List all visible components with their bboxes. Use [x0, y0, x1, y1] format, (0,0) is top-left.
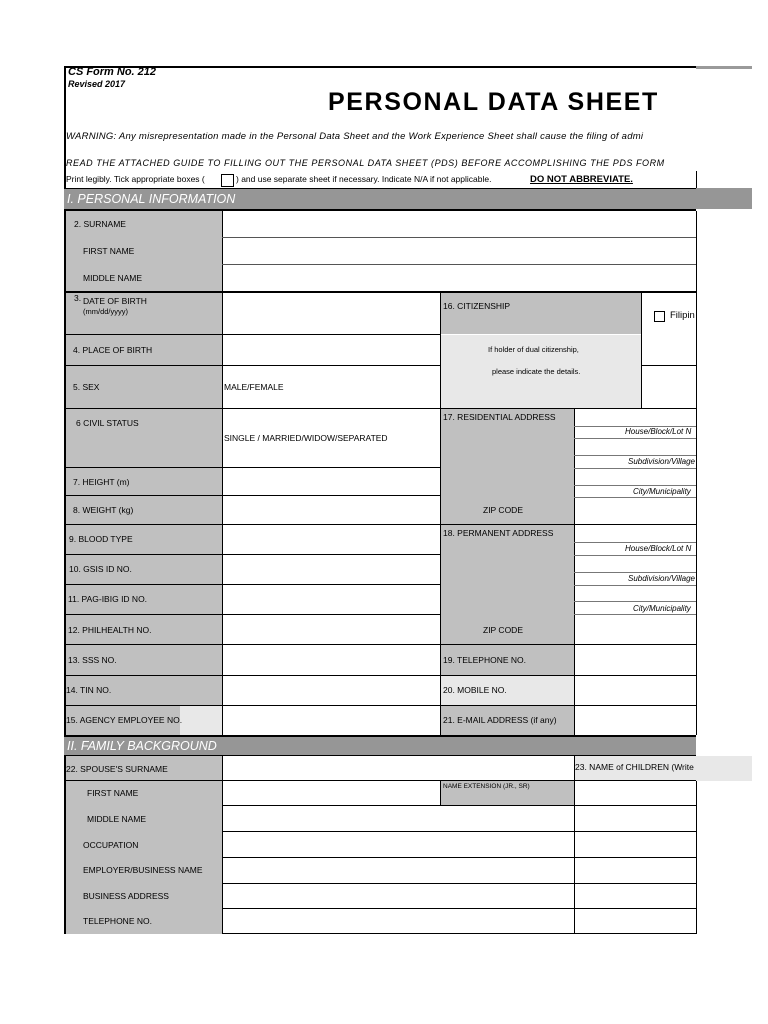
warning-clip	[66, 130, 696, 144]
label-middle-name: MIDDLE NAME	[83, 273, 143, 283]
res-subdivision-hint: Subdivision/Village	[628, 457, 696, 466]
label-spouse-first-name: FIRST NAME	[87, 788, 139, 798]
res-city-hint: City/Municipality	[633, 487, 691, 496]
right-border-family	[696, 781, 697, 934]
res-line-2	[574, 438, 696, 439]
child-4-input[interactable]	[577, 859, 693, 881]
telephone-input[interactable]	[577, 647, 693, 673]
row-line-philhealth-end	[64, 644, 696, 645]
label-tin: 14. TIN NO.	[66, 685, 112, 695]
child-5-input[interactable]	[577, 885, 693, 906]
filipino-clip	[668, 310, 696, 324]
page-title: PERSONAL DATA SHEET	[328, 88, 659, 116]
label-business-address: BUSINESS ADDRESS	[83, 891, 169, 901]
row-line-first	[222, 237, 696, 238]
label-pagibig: 11. PAG-IBIG ID NO.	[68, 594, 148, 604]
mobile-input[interactable]	[577, 677, 693, 703]
family-row-2	[222, 805, 696, 806]
label-perm-zip: ZIP CODE	[483, 625, 523, 635]
perm-subdivision-hint: Subdivision/Village	[628, 574, 696, 583]
res-line-6	[574, 497, 696, 498]
label-telephone: 19. TELEPHONE NO.	[443, 655, 526, 665]
label-blood-type: 9. BLOOD TYPE	[69, 534, 133, 544]
height-input[interactable]	[225, 469, 437, 493]
spouse-middle-name-input[interactable]	[225, 807, 571, 829]
child-1-input[interactable]	[577, 782, 693, 803]
value-civil-status: SINGLE / MARRIED/WIDOW/SEPARATED	[224, 433, 388, 443]
form-number: CS Form No. 212	[68, 66, 157, 78]
label-gsis: 10. GSIS ID NO.	[69, 564, 132, 574]
child-6-input[interactable]	[577, 910, 693, 931]
row-line-sss-end	[64, 675, 696, 676]
row-line-names-end	[64, 291, 696, 293]
label-mobile: 20. MOBILE NO.	[443, 685, 507, 695]
label-filipino: Filipin	[670, 310, 695, 321]
label-civil-status: 6 CIVIL STATUS	[76, 418, 139, 428]
label-dob: DATE OF BIRTH	[83, 296, 147, 306]
label-permanent-address: 18. PERMANENT ADDRESS	[443, 528, 554, 538]
res-house-hint: House/Block/Lot N	[625, 427, 692, 436]
form-top-border	[64, 66, 696, 68]
label-dob-format: (mm/dd/yyyy)	[83, 307, 128, 316]
section-family-title: II. FAMILY BACKGROUND	[67, 739, 217, 753]
perm-line-3	[574, 572, 696, 573]
label-philhealth: 12. PHILHEALTH NO.	[68, 625, 152, 635]
top-right-rule	[696, 66, 752, 69]
guide-clip	[66, 157, 696, 171]
perm-city-hint: City/Municipality	[633, 604, 691, 613]
band-top	[64, 188, 696, 189]
place-of-birth-input[interactable]	[225, 336, 437, 363]
perm-line-6	[574, 614, 696, 615]
label-spouse-middle-name: MIDDLE NAME	[87, 814, 147, 824]
perm-zip-input[interactable]	[577, 616, 693, 642]
child-2-input[interactable]	[577, 807, 693, 829]
label-dual-citizenship-2: please indicate the details.	[492, 367, 581, 376]
label-sex: 5. SEX	[73, 382, 100, 392]
row-line-civil-end	[64, 467, 440, 468]
instructions-row	[66, 172, 696, 188]
spouse-surname-input[interactable]	[225, 758, 571, 778]
instructions-text-a: Print legibly. Tick appropriate boxes (	[66, 174, 205, 184]
blood-type-input[interactable]	[225, 526, 437, 552]
occupation-input[interactable]	[225, 833, 571, 855]
right-border-personal	[696, 211, 697, 735]
row-line-sex-end	[64, 408, 696, 409]
warning-text: WARNING: Any misrepresentation made in the Personal Data Sheet and the Work Experience Sheet shall cause the filing of admi	[66, 131, 644, 142]
label-children: 23. NAME of CHILDREN (Write	[575, 762, 694, 772]
label-res-zip: ZIP CODE	[483, 505, 523, 515]
perm-line-4	[574, 585, 696, 586]
row-line-pagibig-end	[64, 614, 440, 615]
label-weight: 8. WEIGHT (kg)	[73, 505, 134, 515]
row-line-dob-end	[64, 334, 440, 335]
family-row-7	[222, 933, 696, 934]
label-spouse-surname: 22. SPOUSE'S SURNAME	[66, 764, 168, 774]
form-revised: Revised 2017	[68, 79, 126, 89]
res-line-5	[574, 485, 696, 486]
label-agency-employee: 15. AGENCY EMPLOYEE NO.	[66, 715, 183, 725]
row-line-gsis-end	[64, 584, 440, 585]
gsis-input[interactable]	[225, 556, 437, 582]
do-not-abbreviate: DO NOT ABBREVIATE.	[530, 174, 633, 185]
dob-input[interactable]	[225, 294, 437, 332]
col-line-mid	[440, 292, 441, 735]
label-sss: 13. SSS NO.	[68, 655, 117, 665]
label-place-of-birth: 4. PLACE OF BIRTH	[73, 345, 153, 355]
label-first-name: FIRST NAME	[83, 246, 135, 256]
child-3-input[interactable]	[577, 833, 693, 855]
family-row-6	[222, 908, 696, 909]
value-sex: MALE/FEMALE	[224, 382, 284, 392]
label-surname: 2. SURNAME	[74, 219, 126, 229]
row-line-height-end	[64, 495, 440, 496]
first-name-input[interactable]	[225, 239, 693, 262]
email-input[interactable]	[577, 707, 693, 733]
family-row-4	[222, 857, 696, 858]
label-employer: EMPLOYER/BUSINESS NAME	[83, 865, 203, 875]
label-height: 7. HEIGHT (m)	[73, 477, 130, 487]
label-spouse-telephone: TELEPHONE NO.	[83, 916, 152, 926]
weight-input[interactable]	[225, 497, 437, 522]
filipino-checkbox[interactable]	[654, 311, 665, 322]
agency-employee-input[interactable]	[225, 707, 437, 733]
pagibig-input[interactable]	[225, 586, 437, 612]
dual-citizenship-input[interactable]	[644, 367, 694, 406]
perm-house-hint: House/Block/Lot N	[625, 544, 692, 553]
row-line-tin-end	[64, 705, 696, 706]
title-clip	[320, 86, 696, 120]
col-line-label	[222, 211, 223, 735]
perm-line-1	[574, 542, 696, 543]
instructions-right-border	[696, 171, 697, 189]
family-col-ext	[440, 780, 441, 805]
philhealth-input[interactable]	[225, 616, 437, 642]
perm-line-2	[574, 555, 696, 556]
sss-input[interactable]	[225, 647, 437, 673]
middle-name-input[interactable]	[225, 266, 693, 289]
label-name-extension: NAME EXTENSION (JR., SR)	[443, 783, 530, 790]
res-line-3	[574, 455, 696, 456]
tin-input[interactable]	[225, 677, 437, 703]
label-dob-number: 3.	[74, 293, 82, 303]
spouse-telephone-input[interactable]	[225, 910, 571, 931]
label-bg-agency-light	[180, 706, 222, 735]
label-bg-citizenship	[441, 292, 641, 334]
business-address-input[interactable]	[225, 885, 571, 906]
surname-input[interactable]	[225, 213, 693, 235]
family-row-3	[222, 831, 696, 832]
label-occupation: OCCUPATION	[83, 840, 139, 850]
instructions-text-b: ) and use separate sheet if necessary. Indicate N/A if not applicable.	[236, 174, 492, 184]
family-row-5	[222, 883, 696, 884]
row-line-weight-end	[64, 524, 696, 525]
section-personal-title: I. PERSONAL INFORMATION	[67, 192, 236, 206]
col-line-cit	[641, 292, 642, 408]
res-line-4	[574, 468, 696, 469]
perm-line-5	[574, 601, 696, 602]
label-email: 21. E-MAIL ADDRESS (if any)	[443, 715, 557, 725]
row-line-middle	[222, 264, 696, 265]
row-line-blood-end	[64, 554, 440, 555]
guide-text: READ THE ATTACHED GUIDE TO FILLING OUT THE PERSONAL DATA SHEET (PDS) BEFORE ACCOMPLISHING THE PDS FORM	[66, 158, 665, 168]
children-clip	[575, 762, 696, 776]
spouse-first-name-input[interactable]	[225, 782, 437, 803]
label-residential-address: 17. RESIDENTIAL ADDRESS	[443, 412, 556, 422]
family-row-1	[64, 780, 696, 781]
res-zip-input[interactable]	[577, 499, 693, 522]
row-line-pob-end	[64, 365, 440, 366]
label-citizenship: 16. CITIZENSHIP	[443, 301, 511, 311]
label-dual-citizenship-1: If holder of dual citizenship,	[488, 345, 579, 354]
row-line-cit-end	[641, 365, 696, 366]
tick-box-sample	[221, 174, 234, 187]
employer-input[interactable]	[225, 859, 571, 881]
